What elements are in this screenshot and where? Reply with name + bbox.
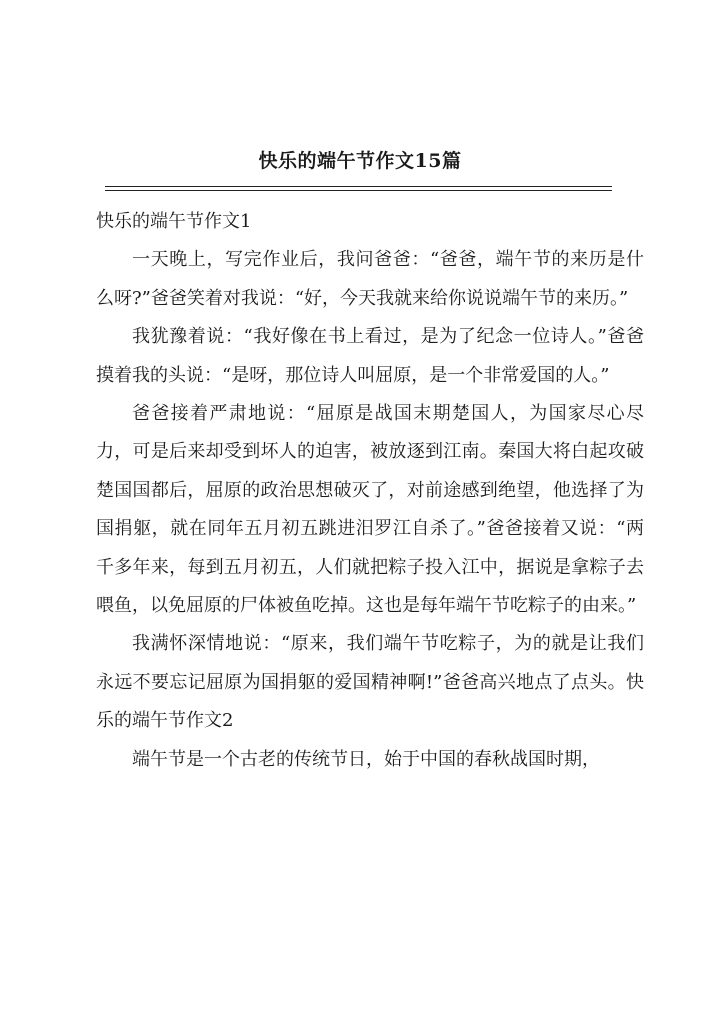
- title-double-rule: [105, 186, 612, 191]
- paragraph: 端午节是一个古老的传统节日，始于中国的春秋战国时期，: [132, 748, 600, 770]
- page-title: 快乐的端午节作文15篇: [258, 150, 462, 172]
- paragraph: 我犹豫着说：“我好像在书上看过，是为了纪念一位诗人。”爸爸摸着我的头说：“是呀，那位诗人叫屈原，是一个非常爱国的人。”: [96, 326, 644, 386]
- paragraph: 我满怀深情地说：“原来，我们端午节吃粽子，为的就是让我们永远不要忘记屈原为国捐躯的爱国精神啊!”爸爸高兴地点了点头。快乐的端午节作文2: [96, 633, 644, 732]
- paragraph: 爸爸接着严肃地说：“屈原是战国末期楚国人，为国家尽心尽力，可是后来却受到坏人的迫害，被放逐到江南。秦国大将白起攻破楚国国都后，屈原的政治思想破灭了，对前途感到绝望，他选择了为国捐躯，就在同年五月初五跳进汨罗江自杀了。”爸爸接着又说：“两千多年来，每到五月初五，人们就把粽子投入江中，据说是拿粽子去喂鱼，以免屈原的尸体被鱼吃掉。这也是每年端午节吃粽子的由来。”: [96, 403, 644, 617]
- paragraph: 一天晚上，写完作业后，我问爸爸：“爸爸，端午节的来历是什么呀?”爸爸笑着对我说：“好，今天我就来给你说说端午节的来历。”: [96, 249, 644, 309]
- article-body: [96, 203, 644, 779]
- section-heading: 快乐的端午节作文1: [96, 211, 252, 232]
